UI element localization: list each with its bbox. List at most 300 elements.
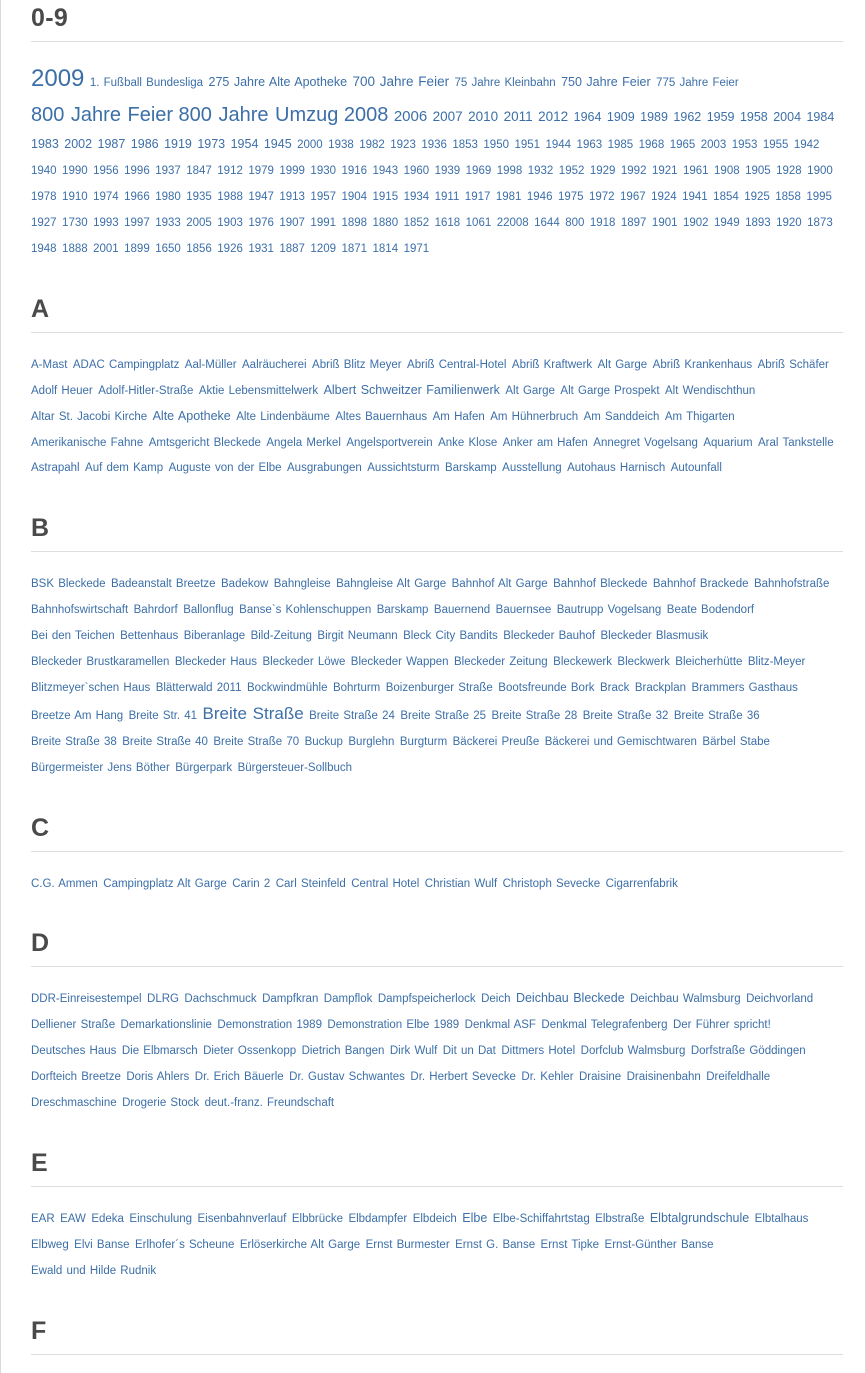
- tag-link[interactable]: 1871: [341, 242, 368, 255]
- tag-link[interactable]: Albert Schweitzer Familienwerk: [323, 382, 500, 397]
- tag-link[interactable]: 1958: [739, 109, 768, 124]
- tag-link[interactable]: Breite Straße 24: [309, 709, 395, 722]
- tag-link[interactable]: 1917: [464, 191, 491, 204]
- tag-link[interactable]: 1956: [93, 165, 119, 178]
- tag-link[interactable]: Bleckwerk: [617, 656, 670, 669]
- tag-link[interactable]: Breite Straße 38: [31, 735, 117, 748]
- tag-link[interactable]: Bleckewerk: [553, 656, 612, 669]
- tag-link[interactable]: 1953: [731, 139, 758, 152]
- tag-link[interactable]: Bäckerei und Gemischtwaren: [544, 735, 697, 748]
- tag-link[interactable]: Demonstration 1989: [217, 1019, 322, 1032]
- tag-link[interactable]: 1981: [495, 191, 522, 204]
- tag-link[interactable]: 1915: [372, 191, 399, 204]
- tag-link[interactable]: 1893: [745, 216, 771, 229]
- tag-link[interactable]: Badekow: [221, 578, 269, 591]
- tag-link[interactable]: 800 Jahre Feier: [31, 103, 174, 126]
- tag-link[interactable]: 1952: [558, 165, 585, 178]
- tag-link[interactable]: 1853: [452, 139, 478, 152]
- tag-link[interactable]: Erlhofer´s Scheune: [134, 1238, 235, 1251]
- tag-link[interactable]: A-Mast: [31, 358, 68, 371]
- tag-link[interactable]: Ernst G. Banse: [455, 1238, 536, 1251]
- tag-link[interactable]: Altes Bauernhaus: [335, 410, 428, 423]
- tag-link[interactable]: 1959: [706, 109, 735, 124]
- tag-link[interactable]: Dr. Herbert Sevecke: [410, 1071, 516, 1084]
- tag-link[interactable]: 775 Jahre Feier: [656, 77, 739, 89]
- tag-link[interactable]: 1873: [807, 216, 833, 229]
- tag-link[interactable]: Bahnhof Brackede: [652, 578, 749, 591]
- tag-link[interactable]: 1990: [62, 165, 88, 178]
- tag-link[interactable]: Badeanstalt Breetze: [110, 578, 216, 591]
- tag-link[interactable]: Adolf-Hitler-Straße: [98, 384, 194, 397]
- tag-link[interactable]: Dr. Erich Bäuerle: [194, 1071, 284, 1084]
- tag-link[interactable]: 1949: [714, 216, 740, 229]
- tag-link[interactable]: Bahnhof Bleckede: [553, 578, 648, 591]
- tag-link[interactable]: 800: [565, 216, 585, 229]
- tag-link[interactable]: Denkmal ASF: [464, 1019, 536, 1032]
- tag-link[interactable]: Birgit Neumann: [317, 630, 398, 643]
- tag-link[interactable]: Edeka: [91, 1213, 124, 1226]
- tag-link[interactable]: Einschulung: [129, 1213, 193, 1226]
- tag-link[interactable]: 2004: [773, 109, 802, 124]
- tag-link[interactable]: Anker am Hafen: [502, 436, 588, 449]
- tag-link[interactable]: Aktie Lebensmittelwerk: [198, 384, 319, 397]
- tag-link[interactable]: Amerikanische Fahne: [31, 436, 144, 449]
- tag-link[interactable]: DDR-Einreisestempel: [31, 993, 142, 1006]
- tag-link[interactable]: Abriß Krankenhaus: [652, 358, 753, 371]
- tag-link[interactable]: Anke Klose: [438, 436, 498, 449]
- tag-link[interactable]: 1918: [589, 216, 616, 229]
- tag-link[interactable]: 750 Jahre Feier: [561, 75, 651, 89]
- tag-link[interactable]: deut.-franz. Freundschaft: [204, 1097, 335, 1110]
- tag-link[interactable]: 1934: [403, 191, 430, 204]
- tag-link[interactable]: 2009: [31, 65, 85, 92]
- tag-link[interactable]: Elbdeich: [412, 1213, 457, 1226]
- tag-link[interactable]: Elbdampfer: [348, 1213, 408, 1226]
- tag-link[interactable]: 1967: [620, 191, 646, 204]
- tag-link[interactable]: Brackplan: [634, 681, 686, 694]
- tag-link[interactable]: 1909: [606, 109, 635, 124]
- tag-link[interactable]: Bahnhof Alt Garge: [451, 578, 548, 591]
- tag-link[interactable]: 275 Jahre Alte Apotheke: [208, 75, 348, 89]
- tag-link[interactable]: Bautrupp Vogelsang: [556, 604, 662, 617]
- tag-link[interactable]: Delliener Straße: [31, 1019, 116, 1032]
- tag-link[interactable]: 1. Fußball Bundesliga: [89, 77, 204, 89]
- tag-link[interactable]: 1982: [359, 139, 385, 152]
- tag-link[interactable]: Demarkationslinie: [120, 1019, 212, 1032]
- tag-link[interactable]: 1995: [806, 191, 832, 204]
- tag-link[interactable]: 1941: [682, 191, 708, 204]
- tag-link[interactable]: 1948: [31, 242, 57, 255]
- tag-link[interactable]: 1944: [545, 139, 572, 152]
- tag-link[interactable]: 1980: [155, 191, 181, 204]
- tag-link[interactable]: 1964: [573, 109, 602, 124]
- tag-link[interactable]: 1923: [390, 139, 416, 152]
- tag-link[interactable]: 2005: [186, 216, 212, 229]
- tag-link[interactable]: 1946: [526, 191, 553, 204]
- tag-link[interactable]: Aalräucherei: [242, 358, 307, 371]
- tag-link[interactable]: 1880: [372, 216, 399, 229]
- tag-link[interactable]: Carl Steinfeld: [275, 877, 346, 890]
- tag-link[interactable]: Breite Straße 40: [122, 735, 208, 748]
- tag-link[interactable]: 1931: [248, 242, 274, 255]
- tag-link[interactable]: Aral Tankstelle: [758, 436, 834, 449]
- tag-link[interactable]: Brack: [600, 681, 630, 694]
- tag-link[interactable]: 2000: [297, 139, 323, 152]
- tag-link[interactable]: DLRG: [147, 993, 179, 1006]
- tag-link[interactable]: Bürgermeister Jens Böther: [31, 761, 170, 774]
- tag-link[interactable]: Auguste von der Elbe: [168, 462, 282, 475]
- tag-link[interactable]: Elbe-Schiffahrtstag: [492, 1213, 590, 1226]
- tag-link[interactable]: 2001: [93, 242, 119, 255]
- tag-link[interactable]: 1852: [403, 216, 430, 229]
- tag-link[interactable]: 1973: [197, 137, 226, 152]
- tag-link[interactable]: 2006: [393, 107, 428, 125]
- tag-link[interactable]: Bleckeder Blasmusik: [600, 630, 709, 643]
- tag-link[interactable]: 1975: [557, 191, 584, 204]
- tag-link[interactable]: Am Hühnerbruch: [490, 410, 579, 423]
- tag-link[interactable]: 1963: [576, 139, 603, 152]
- tag-link[interactable]: 2010: [468, 108, 499, 124]
- tag-link[interactable]: 1950: [483, 139, 509, 152]
- tag-link[interactable]: 1650: [155, 242, 181, 255]
- tag-link[interactable]: Dampfspeicherlock: [377, 993, 476, 1006]
- tag-link[interactable]: 1997: [124, 216, 150, 229]
- tag-link[interactable]: Dirk Wulf: [389, 1045, 438, 1058]
- tag-link[interactable]: Bild-Zeitung: [250, 630, 312, 643]
- tag-link[interactable]: Bleckeder Wappen: [350, 656, 449, 669]
- tag-link[interactable]: Alt Garge Prospekt: [560, 384, 660, 397]
- tag-link[interactable]: 1992: [620, 165, 647, 178]
- tag-link[interactable]: Bohrturm: [332, 681, 381, 694]
- tag-link[interactable]: 1730: [62, 216, 88, 229]
- tag-link[interactable]: Bauernsee: [495, 604, 552, 617]
- tag-link[interactable]: 1847: [186, 165, 212, 178]
- tag-link[interactable]: Bleicherhütte: [675, 656, 743, 669]
- tag-link[interactable]: Alt Wendischthun: [665, 384, 756, 397]
- tag-link[interactable]: 1916: [341, 165, 368, 178]
- tag-link[interactable]: Aussichtsturm: [367, 462, 440, 475]
- tag-link[interactable]: 1932: [527, 165, 554, 178]
- tag-link[interactable]: Bleckeder Bauhof: [503, 630, 596, 643]
- tag-link[interactable]: Breite Straße 36: [673, 709, 760, 722]
- tag-link[interactable]: Elbe: [462, 1211, 488, 1226]
- tag-link[interactable]: Ausgrabungen: [287, 462, 362, 475]
- tag-link[interactable]: 1961: [682, 165, 709, 178]
- tag-link[interactable]: 1926: [217, 242, 243, 255]
- tag-link[interactable]: Erlöserkirche Alt Garge: [239, 1238, 361, 1251]
- tag-link[interactable]: 2008: [343, 103, 389, 126]
- tag-link[interactable]: 1969: [465, 165, 492, 178]
- tag-link[interactable]: Angela Merkel: [266, 436, 341, 449]
- tag-link[interactable]: 1925: [744, 191, 770, 204]
- tag-link[interactable]: Abriß Kraftwerk: [511, 358, 593, 371]
- tag-link[interactable]: Bauernend: [433, 604, 491, 617]
- tag-link[interactable]: 1929: [589, 165, 616, 178]
- tag-link[interactable]: Dreschmaschine: [31, 1097, 117, 1110]
- tag-link[interactable]: Elbtalgrundschule: [649, 1211, 750, 1226]
- tag-link[interactable]: ADAC Campingplatz: [72, 358, 180, 371]
- tag-link[interactable]: 1911: [434, 191, 460, 204]
- tag-link[interactable]: Blitzmeyer`schen Haus: [31, 681, 151, 694]
- tag-link[interactable]: 1947: [248, 191, 274, 204]
- tag-link[interactable]: 1937: [155, 165, 181, 178]
- tag-link[interactable]: Alte Lindenbäume: [236, 410, 330, 423]
- tag-link[interactable]: Beate Bodendorf: [666, 604, 755, 617]
- tag-link[interactable]: Barskamp: [444, 462, 497, 475]
- tag-link[interactable]: Elvi Banse: [74, 1238, 130, 1251]
- tag-link[interactable]: Draisine: [578, 1071, 622, 1084]
- tag-link[interactable]: Alt Garge: [597, 358, 648, 371]
- tag-link[interactable]: Banse`s Kohlenschuppen: [239, 604, 372, 617]
- tag-link[interactable]: Campingplatz Alt Garge: [103, 877, 227, 890]
- tag-link[interactable]: 1935: [186, 191, 212, 204]
- tag-link[interactable]: Abriß Central-Hotel: [407, 358, 507, 371]
- tag-link[interactable]: Dieter Ossenkopp: [203, 1045, 297, 1058]
- tag-link[interactable]: Aal-Müller: [184, 358, 237, 371]
- tag-link[interactable]: 800 Jahre Umzug: [178, 103, 339, 126]
- tag-link[interactable]: 1913: [279, 191, 305, 204]
- tag-link[interactable]: Aquarium: [703, 436, 753, 449]
- tag-link[interactable]: Elbtalhaus: [754, 1213, 809, 1226]
- tag-link[interactable]: Ballonflug: [183, 604, 234, 617]
- tag-link[interactable]: Bleckeder Brustkaramellen: [31, 656, 170, 669]
- tag-link[interactable]: Adolf Heuer: [31, 384, 93, 397]
- tag-link[interactable]: Abriß Schäfer: [757, 358, 829, 371]
- tag-link[interactable]: 2003: [700, 139, 727, 152]
- tag-link[interactable]: 1919: [164, 137, 192, 152]
- tag-link[interactable]: 1978: [31, 191, 57, 204]
- tag-link[interactable]: Ernst-Günther Banse: [604, 1238, 714, 1251]
- tag-link[interactable]: 1912: [217, 165, 243, 178]
- tag-link[interactable]: 1968: [638, 139, 665, 152]
- tag-link[interactable]: Dorfstraße Göddingen: [690, 1045, 806, 1058]
- tag-link[interactable]: 1984: [806, 109, 835, 124]
- tag-link[interactable]: 1209: [310, 242, 337, 255]
- tag-link[interactable]: 1960: [403, 165, 430, 178]
- tag-link[interactable]: 1903: [217, 216, 243, 229]
- tag-link[interactable]: 1993: [93, 216, 119, 229]
- tag-link[interactable]: 1814: [372, 242, 399, 255]
- tag-link[interactable]: Dit un Dat: [442, 1045, 496, 1058]
- tag-link[interactable]: Dachschmuck: [184, 993, 257, 1006]
- tag-link[interactable]: 1887: [279, 242, 305, 255]
- tag-link[interactable]: Drogerie Stock: [122, 1097, 200, 1110]
- tag-link[interactable]: Am Thigarten: [664, 410, 735, 423]
- tag-link[interactable]: Demonstration Elbe 1989: [327, 1019, 460, 1032]
- tag-link[interactable]: 22008: [496, 216, 529, 229]
- tag-link[interactable]: Elbweg: [31, 1238, 69, 1251]
- tag-link[interactable]: 1939: [434, 165, 461, 178]
- tag-link[interactable]: Amtsgericht Bleckede: [148, 436, 261, 449]
- tag-link[interactable]: Ernst Burmester: [365, 1238, 450, 1251]
- tag-link[interactable]: 1998: [496, 165, 523, 178]
- tag-link[interactable]: Bleckeder Haus: [174, 656, 258, 669]
- tag-link[interactable]: Altar St. Jacobi Kirche: [31, 410, 148, 423]
- tag-link[interactable]: 1954: [230, 137, 259, 152]
- tag-link[interactable]: Doris Ahlers: [126, 1071, 190, 1084]
- tag-link[interactable]: Cigarrenfabrik: [605, 877, 678, 890]
- tag-link[interactable]: Astrapahl: [31, 462, 80, 475]
- tag-link[interactable]: Denkmal Telegrafenberg: [541, 1019, 668, 1032]
- tag-link[interactable]: Breite Straße 28: [491, 709, 578, 722]
- tag-link[interactable]: 1945: [263, 137, 292, 152]
- tag-link[interactable]: Elbstraße: [595, 1213, 645, 1226]
- tag-link[interactable]: Breetze Am Hang: [31, 709, 124, 722]
- tag-link[interactable]: 1644: [534, 216, 560, 229]
- tag-link[interactable]: Deutsches Haus: [31, 1045, 117, 1058]
- tag-link[interactable]: Dorfclub Walmsburg: [580, 1045, 686, 1058]
- tag-link[interactable]: Bahrdorf: [133, 604, 178, 617]
- tag-link[interactable]: 1987: [97, 137, 126, 152]
- tag-link[interactable]: 1972: [588, 191, 615, 204]
- tag-link[interactable]: Annegret Vogelsang: [593, 436, 698, 449]
- tag-link[interactable]: Biberanlage: [183, 630, 246, 643]
- tag-link[interactable]: C.G. Ammen: [31, 877, 98, 890]
- tag-link[interactable]: Angelsportverein: [346, 436, 433, 449]
- tag-link[interactable]: Dietrich Bangen: [301, 1045, 385, 1058]
- tag-link[interactable]: 1858: [775, 191, 801, 204]
- tag-link[interactable]: 75 Jahre Kleinbahn: [454, 77, 556, 89]
- tag-link[interactable]: 2002: [64, 137, 93, 152]
- tag-link[interactable]: Bürgersteuer-Sollbuch: [237, 761, 353, 774]
- tag-link[interactable]: Dr. Gustav Schwantes: [289, 1071, 405, 1084]
- tag-link[interactable]: Boizenburger Straße: [385, 681, 493, 694]
- tag-link[interactable]: Dreifeldhalle: [706, 1071, 771, 1084]
- tag-link[interactable]: Blätterwald 2011: [155, 681, 242, 694]
- tag-link[interactable]: Autohaus Harnisch: [567, 462, 666, 475]
- tag-link[interactable]: 1907: [279, 216, 305, 229]
- tag-link[interactable]: 1965: [669, 139, 696, 152]
- tag-link[interactable]: Central Hotel: [351, 877, 420, 890]
- tag-link[interactable]: Ewald und Hilde Rudnik: [31, 1264, 157, 1277]
- tag-link[interactable]: 1989: [640, 109, 668, 124]
- tag-link[interactable]: Bahngleise: [273, 578, 331, 591]
- tag-link[interactable]: 2007: [432, 108, 463, 124]
- tag-link[interactable]: 700 Jahre Feier: [352, 74, 450, 89]
- tag-link[interactable]: Bahnhofswirtschaft: [31, 604, 129, 617]
- tag-link[interactable]: 1943: [372, 165, 399, 178]
- tag-link[interactable]: Alt Garge: [505, 384, 555, 397]
- tag-link[interactable]: 1930: [310, 165, 337, 178]
- tag-link[interactable]: Christoph Sevecke: [502, 877, 601, 890]
- tag-link[interactable]: Dampfkran: [262, 993, 319, 1006]
- tag-link[interactable]: Barskamp: [376, 604, 429, 617]
- tag-link[interactable]: Carin 2: [232, 877, 271, 890]
- tag-link[interactable]: Dittmers Hotel: [501, 1045, 576, 1058]
- tag-link[interactable]: 1908: [714, 165, 740, 178]
- tag-link[interactable]: Bürgerpark: [175, 761, 233, 774]
- tag-link[interactable]: 1854: [713, 191, 739, 204]
- tag-link[interactable]: 2011: [503, 108, 533, 124]
- tag-link[interactable]: 1920: [776, 216, 802, 229]
- tag-link[interactable]: Burgturm: [399, 735, 448, 748]
- tag-link[interactable]: Deichbau Walmsburg: [630, 993, 741, 1006]
- tag-link[interactable]: Breite Str. 41: [128, 709, 198, 722]
- tag-link[interactable]: 1955: [762, 139, 789, 152]
- tag-link[interactable]: Ausstellung: [502, 462, 562, 475]
- tag-link[interactable]: 1996: [124, 165, 150, 178]
- tag-link[interactable]: 1927: [31, 216, 57, 229]
- tag-link[interactable]: 1966: [124, 191, 150, 204]
- tag-link[interactable]: 1618: [434, 216, 461, 229]
- tag-link[interactable]: Burglehn: [348, 735, 395, 748]
- tag-link[interactable]: 1971: [403, 242, 430, 255]
- tag-link[interactable]: Bärbel Stabe: [702, 735, 770, 748]
- tag-link[interactable]: Der Führer spricht!: [672, 1019, 771, 1032]
- tag-link[interactable]: Bleckeder Löwe: [262, 656, 346, 669]
- tag-link[interactable]: Bahngleise Alt Garge: [336, 578, 447, 591]
- tag-link[interactable]: Die Elbmarsch: [121, 1045, 198, 1058]
- tag-link[interactable]: Am Sanddeich: [583, 410, 660, 423]
- tag-link[interactable]: 1991: [310, 216, 337, 229]
- tag-link[interactable]: Bleck City Bandits: [403, 630, 498, 643]
- tag-link[interactable]: Bettenhaus: [120, 630, 179, 643]
- tag-link[interactable]: 1900: [807, 165, 833, 178]
- tag-link[interactable]: 1999: [279, 165, 305, 178]
- tag-link[interactable]: Bockwindmühle: [246, 681, 328, 694]
- tag-link[interactable]: 1902: [682, 216, 709, 229]
- tag-link[interactable]: EAR: [31, 1213, 55, 1226]
- tag-link[interactable]: Bootsfreunde Bork: [498, 681, 595, 694]
- tag-link[interactable]: Abriß Blitz Meyer: [312, 358, 402, 371]
- tag-link[interactable]: 1921: [651, 165, 678, 178]
- tag-link[interactable]: 1928: [776, 165, 802, 178]
- tag-link[interactable]: 1910: [62, 191, 88, 204]
- tag-link[interactable]: 1904: [341, 191, 368, 204]
- tag-link[interactable]: Alte Apotheke: [152, 408, 231, 423]
- tag-link[interactable]: Bei den Teichen: [31, 630, 115, 643]
- tag-link[interactable]: 1940: [31, 165, 57, 178]
- tag-link[interactable]: Am Hafen: [432, 410, 485, 423]
- tag-link[interactable]: 1936: [421, 139, 447, 152]
- tag-link[interactable]: 1976: [248, 216, 274, 229]
- tag-link[interactable]: 1898: [341, 216, 368, 229]
- tag-link[interactable]: 1962: [673, 109, 702, 124]
- tag-link[interactable]: Eisenbahnverlauf: [197, 1213, 287, 1226]
- tag-link[interactable]: 1974: [93, 191, 119, 204]
- tag-link[interactable]: 1856: [186, 242, 212, 255]
- tag-link[interactable]: Blitz-Meyer: [747, 656, 806, 669]
- tag-link[interactable]: 1897: [620, 216, 647, 229]
- tag-link[interactable]: 1938: [328, 139, 354, 152]
- tag-link[interactable]: Dr. Kehler: [521, 1071, 574, 1084]
- tag-link[interactable]: Bäckerei Preuße: [452, 735, 540, 748]
- tag-link[interactable]: Breite Straße: [202, 703, 304, 723]
- tag-link[interactable]: Bleckeder Zeitung: [454, 656, 548, 669]
- tag-link[interactable]: 1933: [155, 216, 181, 229]
- tag-link[interactable]: 1942: [793, 139, 820, 152]
- tag-link[interactable]: Breite Straße 25: [400, 709, 487, 722]
- tag-link[interactable]: 1888: [62, 242, 88, 255]
- tag-link[interactable]: 1899: [124, 242, 150, 255]
- tag-link[interactable]: Dampflok: [323, 993, 373, 1006]
- tag-link[interactable]: 1924: [651, 191, 677, 204]
- tag-link[interactable]: EAW: [60, 1213, 86, 1226]
- tag-link[interactable]: BSK Bleckede: [31, 578, 106, 591]
- tag-link[interactable]: 2012: [538, 108, 569, 124]
- tag-link[interactable]: Auf dem Kamp: [85, 462, 164, 475]
- tag-link[interactable]: 1983: [31, 137, 59, 152]
- tag-link[interactable]: Ernst Tipke: [540, 1238, 600, 1251]
- tag-link[interactable]: Buckup: [304, 735, 343, 748]
- tag-link[interactable]: 1061: [465, 216, 492, 229]
- tag-link[interactable]: Breite Straße 32: [582, 709, 669, 722]
- tag-link[interactable]: Brammers Gasthaus: [691, 681, 798, 694]
- tag-link[interactable]: Deichvorland: [746, 993, 814, 1006]
- tag-link[interactable]: 1951: [514, 139, 541, 152]
- tag-link[interactable]: Elbbrücke: [291, 1213, 343, 1226]
- tag-link[interactable]: 1957: [310, 191, 337, 204]
